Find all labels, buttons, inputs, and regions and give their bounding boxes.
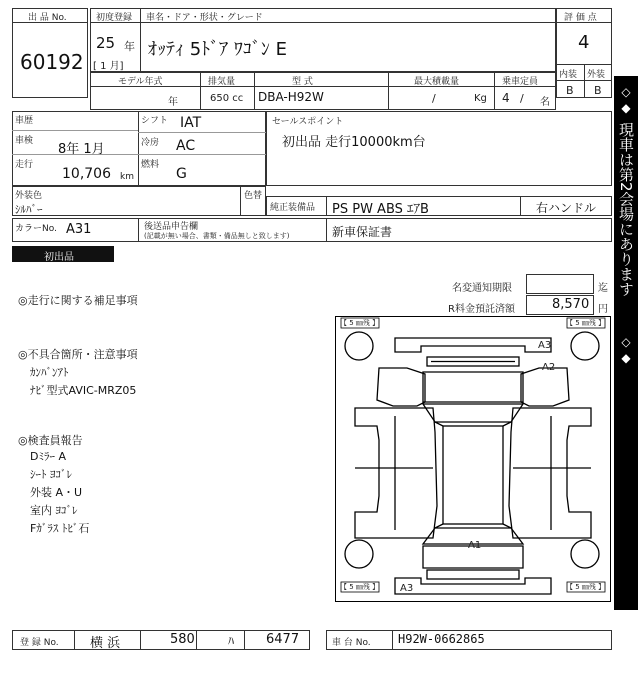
driving-remarks-title: ◎走行に関する補足事項	[18, 294, 138, 307]
color-number-row	[12, 218, 612, 242]
details-left-box	[12, 111, 266, 186]
side-banner-arrow-bottom: ◇◆	[621, 335, 631, 365]
front-bumper	[395, 338, 551, 352]
lot-number-label: 出 品 No.	[28, 13, 67, 23]
capacity-label: 乗車定員	[502, 77, 539, 87]
displacement-value: 650 cc	[210, 93, 244, 104]
aftermarket-note: (記載が無い場合、書類・備品無しと致します)	[144, 232, 290, 240]
car-damage-diagram	[335, 316, 611, 602]
first-listing-badge-text: 初出品	[44, 252, 74, 263]
side-banner-text: 現車は第2会場にあります	[617, 122, 635, 297]
equipment-label: 純正装備品	[270, 203, 316, 213]
registration-month: [ 1 月]	[93, 61, 124, 72]
grade-value: 4	[578, 32, 590, 53]
history-label: 車歴	[15, 116, 34, 126]
car-name-label: 車名・ドア・形状・グレード	[146, 13, 263, 23]
inspector-line-1: Dﾐﾗｰ A	[30, 450, 66, 463]
inspector-title: ◎検査員報告	[18, 434, 83, 447]
chassis-number: H92W-0662865	[398, 632, 485, 646]
color-number-value: A31	[66, 222, 92, 237]
tire-front-right	[571, 332, 599, 360]
windshield	[423, 404, 523, 422]
model-year-label: モデル年式	[118, 77, 163, 87]
sales-point-label: セールスポイント	[272, 117, 344, 127]
color-label: 外装色	[15, 191, 43, 201]
diagram-frame	[336, 317, 611, 602]
tire-rear-left-tread: 【 5 ㎜残 】	[340, 583, 380, 591]
damage-mark-a1: A1	[468, 540, 482, 551]
capacity-value: 4	[502, 91, 510, 105]
defects-title: ◎不具合箇所・注意事項	[18, 348, 138, 361]
mileage-value: 10,706	[62, 166, 111, 182]
model-year-unit: 年	[168, 97, 178, 108]
damage-mark-a3-rear: A3	[400, 583, 414, 594]
registration-class: 580	[170, 632, 195, 647]
color-value: ｼﾙﾊﾞｰ	[15, 203, 43, 216]
aircon-value: AC	[176, 138, 196, 154]
exterior-label: 外装	[587, 70, 606, 80]
shaken-value: 8年 1月	[58, 142, 105, 157]
rear-panel	[427, 570, 519, 579]
damage-mark-a3-front: A3	[538, 340, 552, 351]
capacity-slash: /	[520, 92, 524, 105]
shift-value: IAT	[180, 115, 202, 131]
tire-rear-right-tread: 【 5 ㎜残 】	[566, 583, 606, 591]
model-code-label: 型 式	[292, 77, 313, 87]
model-code: DBA-H92W	[258, 90, 324, 104]
max-load-label: 最大積載量	[414, 77, 460, 87]
first-registration-label: 初度登録	[96, 13, 133, 23]
recycle-label: R料金預託済額	[448, 304, 515, 315]
mileage-unit: km	[120, 172, 134, 182]
max-load-unit: Kg	[474, 93, 487, 104]
deadline-box	[526, 274, 594, 294]
tire-front-left-tread: 【 5 ㎜残 】	[340, 319, 380, 327]
color-row	[12, 186, 266, 216]
registration-digits: 6477	[266, 632, 300, 647]
tire-front-right-tread: 【 5 ㎜残 】	[566, 319, 606, 327]
recycle-value: 8,570	[552, 297, 590, 312]
steering-value: 右ハンドル	[536, 201, 597, 215]
inspector-line-3: 外装 A・U	[30, 486, 83, 499]
color-number-label: カラーNo.	[15, 224, 57, 234]
tire-rear-right	[571, 540, 599, 568]
interior-label: 内装	[559, 70, 578, 80]
shaken-label: 車検	[15, 136, 34, 146]
left-front-fender	[377, 368, 425, 406]
defect-line-1: ｶﾝﾊﾞﾝｱﾄ	[30, 366, 69, 379]
color-change-label: 色替	[244, 191, 263, 201]
max-load-slash: /	[432, 92, 436, 105]
inspector-line-5: Fｶﾞﾗｽ ﾄﾋﾞ石	[30, 522, 90, 535]
aircon-label: 冷房	[141, 138, 160, 148]
roof	[443, 426, 503, 524]
warranty-value: 新車保証書	[332, 225, 393, 239]
car-name: ｵｯﾃｨ 5ﾄﾞｱ ﾜｺﾞﾝ E	[148, 39, 287, 60]
lot-number: 60192	[20, 50, 84, 74]
registration-kana: ﾊ	[228, 634, 235, 648]
fuel-value: G	[176, 166, 187, 182]
side-banner-arrow-top: ◇◆	[621, 85, 631, 115]
fuel-label: 燃料	[141, 160, 160, 170]
bonnet	[423, 372, 523, 402]
inspector-line-2: ｼｰﾄ ﾖｺﾞﾚ	[30, 468, 72, 481]
exterior-grade: B	[594, 84, 602, 97]
registration-label: 登 録 No.	[20, 638, 59, 648]
rear-bumper	[395, 578, 551, 594]
grade-label: 評 価 点	[564, 13, 597, 23]
deadline-label: 名変通知期限	[452, 283, 512, 294]
right-front-fender	[521, 368, 569, 406]
inspector-line-4: 室内 ﾖｺﾞﾚ	[30, 504, 78, 517]
sales-point-value: 初出品 走行10000km台	[282, 135, 426, 150]
capacity-unit: 名	[540, 97, 550, 108]
registration-year-unit: 年	[124, 40, 135, 53]
equipment-value: PS PW ABS ｴｱB	[332, 202, 429, 217]
left-body-side	[355, 408, 437, 538]
aftermarket-label: 後送品申告欄	[144, 222, 199, 232]
tire-front-left	[345, 332, 373, 360]
displacement-label: 排気量	[208, 77, 236, 87]
defect-line-2: ﾅﾋﾞ型式AVIC-MRZ05	[30, 384, 137, 397]
right-body-side	[509, 408, 591, 538]
shift-label: シフト	[141, 116, 169, 126]
tire-rear-left	[345, 540, 373, 568]
mileage-label: 走行	[15, 160, 34, 170]
recycle-unit: 円	[598, 304, 608, 315]
registration-year: 25	[96, 34, 116, 52]
damage-mark-a2: A2	[542, 362, 556, 373]
deadline-unit: 迄	[598, 283, 608, 294]
registration-place: 横 浜	[90, 636, 121, 651]
interior-grade: B	[566, 84, 574, 97]
chassis-label: 車 台 No.	[332, 638, 371, 648]
